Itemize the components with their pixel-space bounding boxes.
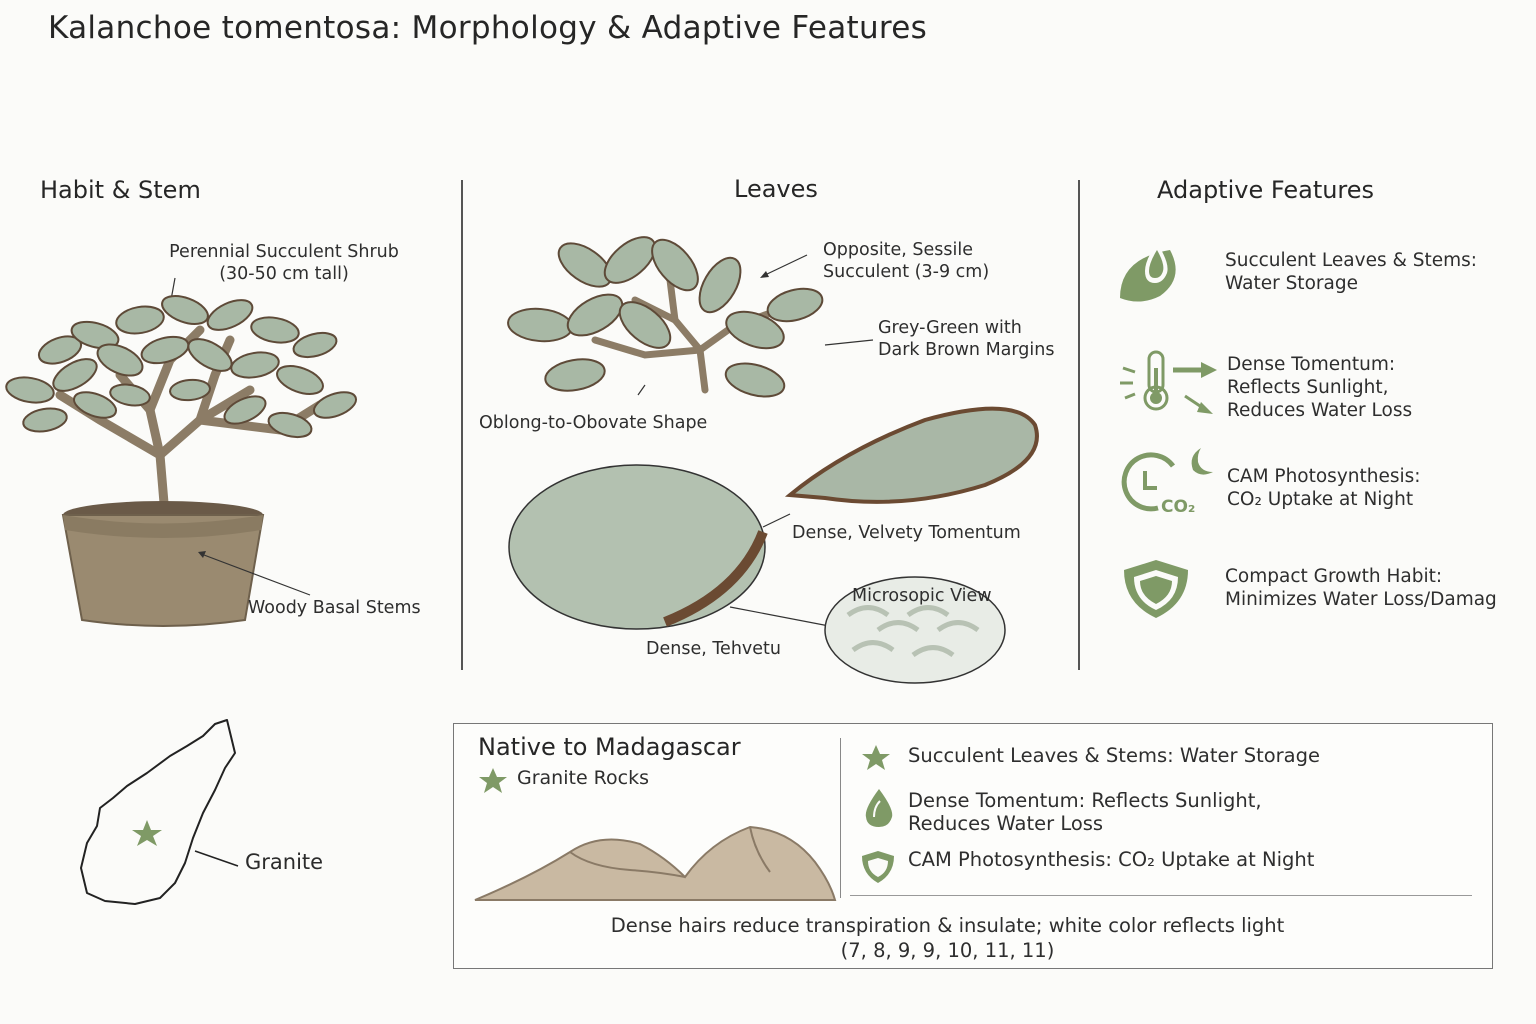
leaf-shape-label: Oblong-to-Obovate Shape xyxy=(479,413,708,433)
potted-shrub-illustration xyxy=(0,280,460,640)
drop-icon xyxy=(858,787,900,829)
svg-text:CO₂: CO₂ xyxy=(1161,497,1196,517)
native-bullet-1 xyxy=(908,744,1320,767)
native-bullet-1-line1: Succulent Leaves & Stems: Water Storage xyxy=(908,744,1321,767)
native-bullet-2-line1: Dense Tomentum: Reflects Sunlight, xyxy=(908,789,1262,812)
adaptive-heading: Adaptive Features xyxy=(1157,176,1375,204)
adaptive-item-2-line2: Reflects Sunlight, xyxy=(1227,377,1389,398)
native-heading: Native to Madagascar xyxy=(478,733,741,761)
adaptive-item-1-line1: Succulent Leaves & Stems: xyxy=(1225,250,1478,271)
adaptive-item-1-line2: Water Storage xyxy=(1225,273,1358,294)
rock-label: Granite Rocks xyxy=(517,767,649,789)
leaf-color-line1: Grey-Green with xyxy=(878,318,1022,338)
native-bullet-2-line2: Reduces Water Loss xyxy=(908,812,1104,835)
native-bullet-3-line1: CAM Photosynthesis: CO₂ Uptake at Night xyxy=(908,848,1315,871)
adaptive-item-4-line2: Minimizes Water Loss/Damag xyxy=(1225,589,1497,610)
stem-label: Woody Basal Stems xyxy=(248,598,421,618)
leaf-arrangement-line1: Opposite, Sessile xyxy=(823,240,974,260)
co2-moon-clock-icon xyxy=(1113,446,1218,518)
native-bullet-3 xyxy=(908,848,1314,871)
adaptive-item-3-line1: CAM Photosynthesis: xyxy=(1227,466,1421,487)
note-divider xyxy=(850,895,1472,896)
adaptive-item-2-line3: Reduces Water Loss xyxy=(1227,400,1413,421)
adaptive-item-2-line1: Dense Tomentum: xyxy=(1227,354,1396,375)
madagascar-map xyxy=(75,718,365,908)
tomentum-label: Dense, Velvety Tomentum xyxy=(792,523,1021,543)
box-divider xyxy=(840,738,841,898)
adaptive-item-3-line2: CO₂ Uptake at Night xyxy=(1227,489,1414,510)
habit-heading: Habit & Stem xyxy=(40,176,201,204)
microscopic-label: Microsopic View xyxy=(852,586,992,606)
column-divider-left xyxy=(461,180,463,670)
thermometer-sun-icon xyxy=(1115,348,1220,416)
bottom-note-line1: Dense hairs reduce transpiration & insulate; white color reflects light xyxy=(610,914,1285,937)
leaf-arrangement-label xyxy=(823,239,989,283)
magnified-leaf-circle xyxy=(505,462,770,632)
leaf-color-line2: Dark Brown Margins xyxy=(878,340,1055,360)
leaf-arrangement-line2: Succulent (3-9 cm) xyxy=(823,262,990,282)
column-divider-right xyxy=(1078,180,1080,670)
leaf-color-label xyxy=(878,317,1054,361)
shield-icon xyxy=(860,850,896,884)
star-icon xyxy=(132,820,162,846)
adaptive-item-4-line1: Compact Growth Habit: xyxy=(1225,566,1443,587)
adaptive-item-3 xyxy=(1227,465,1421,511)
native-bullet-2 xyxy=(908,789,1262,835)
bottom-note xyxy=(460,913,1435,963)
shrub-label xyxy=(143,241,425,285)
star-icon xyxy=(478,766,508,794)
adaptive-item-4 xyxy=(1225,565,1497,611)
water-drop-leaf-icon xyxy=(1115,238,1190,306)
granite-rocks-illustration xyxy=(470,822,840,902)
shrub-label-line2: (30-50 cm tall) xyxy=(219,264,349,284)
leaf-branch-illustration xyxy=(495,230,825,400)
map-label: Granite xyxy=(245,850,324,874)
adaptive-item-2 xyxy=(1227,353,1412,422)
single-leaf-illustration xyxy=(785,400,1045,510)
adaptive-item-1 xyxy=(1225,249,1477,295)
shrub-label-line1: Perennial Succulent Shrub xyxy=(169,242,399,262)
page-title: Kalanchoe tomentosa: Morphology & Adaptive Features xyxy=(48,10,928,46)
closeup-label: Dense, Tehvetu xyxy=(646,639,781,659)
bottom-note-line2: (7, 8, 9, 9, 10, 11, 11) xyxy=(840,939,1055,962)
star-icon xyxy=(860,743,892,771)
leaves-heading: Leaves xyxy=(734,175,818,203)
shield-icon xyxy=(1120,558,1192,620)
